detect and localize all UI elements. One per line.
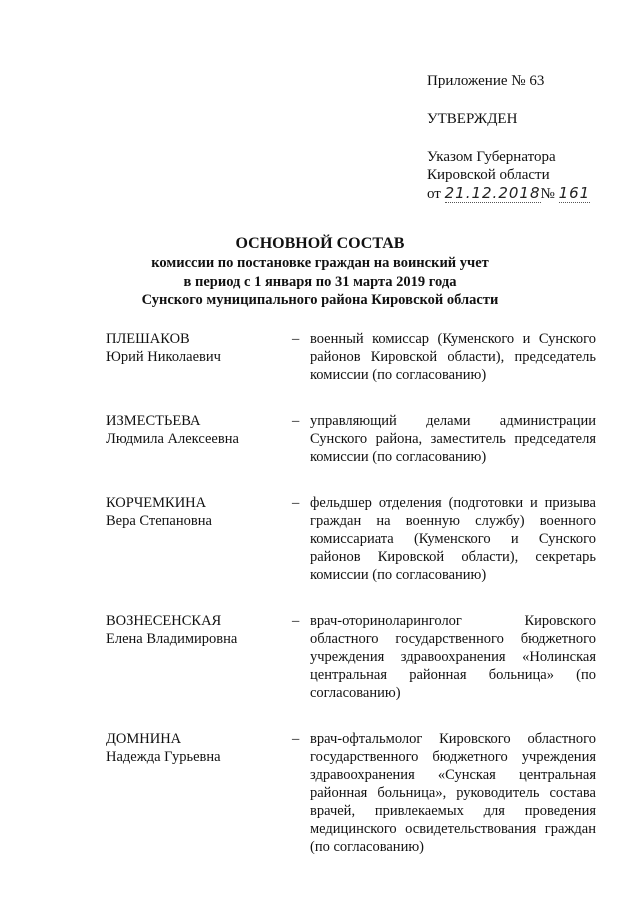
number-prefix: № — [540, 186, 555, 202]
title-main: ОСНОВНОЙ СОСТАВ — [235, 235, 405, 252]
title-line-3: Сунского муниципального района Кировской области — [141, 292, 499, 308]
member-surname: ВОЗНЕСЕНСКАЯ — [106, 613, 222, 629]
member-name — [106, 412, 292, 466]
member-entry — [106, 412, 596, 466]
title-line-1: комиссии по постановке граждан на воинский учет — [151, 255, 489, 271]
member-dash: – — [292, 495, 300, 511]
member-surname: ИЗМЕСТЬЕВА — [106, 413, 201, 429]
member-name — [106, 612, 292, 702]
member-surname: ПЛЕШАКОВ — [106, 331, 190, 347]
member-name — [106, 494, 292, 584]
decree-line-2: Кировской области — [427, 167, 550, 183]
member-entry — [106, 730, 596, 856]
member-surname: КОРЧЕМКИНА — [106, 495, 207, 511]
date-prefix: от — [427, 186, 441, 202]
member-role: врач-офтальмолог Кировского областного государственного бюджетного учреждения здравоохранения «Сунская центральная районная больница», руководитель состава врачей, привлекаемых для проведения медицинского освидетельствования граждан (по согласованию) — [310, 731, 596, 855]
member-entry — [106, 612, 596, 702]
document-title — [0, 234, 640, 310]
member-name — [106, 330, 292, 384]
member-dash: – — [292, 413, 300, 429]
handwritten-date: 21.12.2018 — [444, 184, 541, 202]
member-role: врач-оториноларинголог Кировского областного государственного бюджетного учреждения здравоохранения «Нолинская центральная районная больница» (по согласованию) — [310, 613, 596, 701]
member-given-names: Людмила Алексеевна — [106, 431, 239, 447]
member-entry — [106, 494, 596, 584]
member-given-names: Вера Степановна — [106, 513, 212, 529]
decree-date-line — [427, 184, 627, 203]
member-surname: ДОМНИНА — [106, 731, 182, 747]
member-role: фельдшер отделения (подготовки и призыва граждан на военную службу) военного комиссариата (Куменского и Сунского районов Кировской области), секретарь комиссии (по согласованию) — [310, 495, 596, 583]
member-dash: – — [292, 613, 300, 629]
appendix-number: Приложение № 63 — [427, 73, 545, 89]
approval-block — [427, 72, 627, 203]
member-given-names: Елена Владимировна — [106, 631, 238, 647]
title-line-2: в период с 1 января по 31 марта 2019 года — [183, 273, 457, 290]
decree-line-1: Указом Губернатора — [427, 149, 556, 165]
member-name — [106, 730, 292, 856]
member-given-names: Юрий Николаевич — [106, 349, 221, 365]
members-list — [106, 330, 596, 856]
member-entry — [106, 330, 596, 384]
approved-stamp: УТВЕРЖДЕН — [427, 111, 518, 127]
handwritten-number: 161 — [558, 184, 591, 202]
member-dash: – — [292, 331, 300, 347]
member-role: военный комиссар (Куменского и Сунского районов Кировской области), председатель комиссии (по согласованию) — [310, 331, 596, 383]
member-given-names: Надежда Гурьевна — [106, 749, 221, 765]
member-dash: – — [292, 731, 300, 747]
member-role: управляющий делами администрации Сунского района, заместитель председателя комиссии (по согласованию) — [310, 413, 596, 465]
